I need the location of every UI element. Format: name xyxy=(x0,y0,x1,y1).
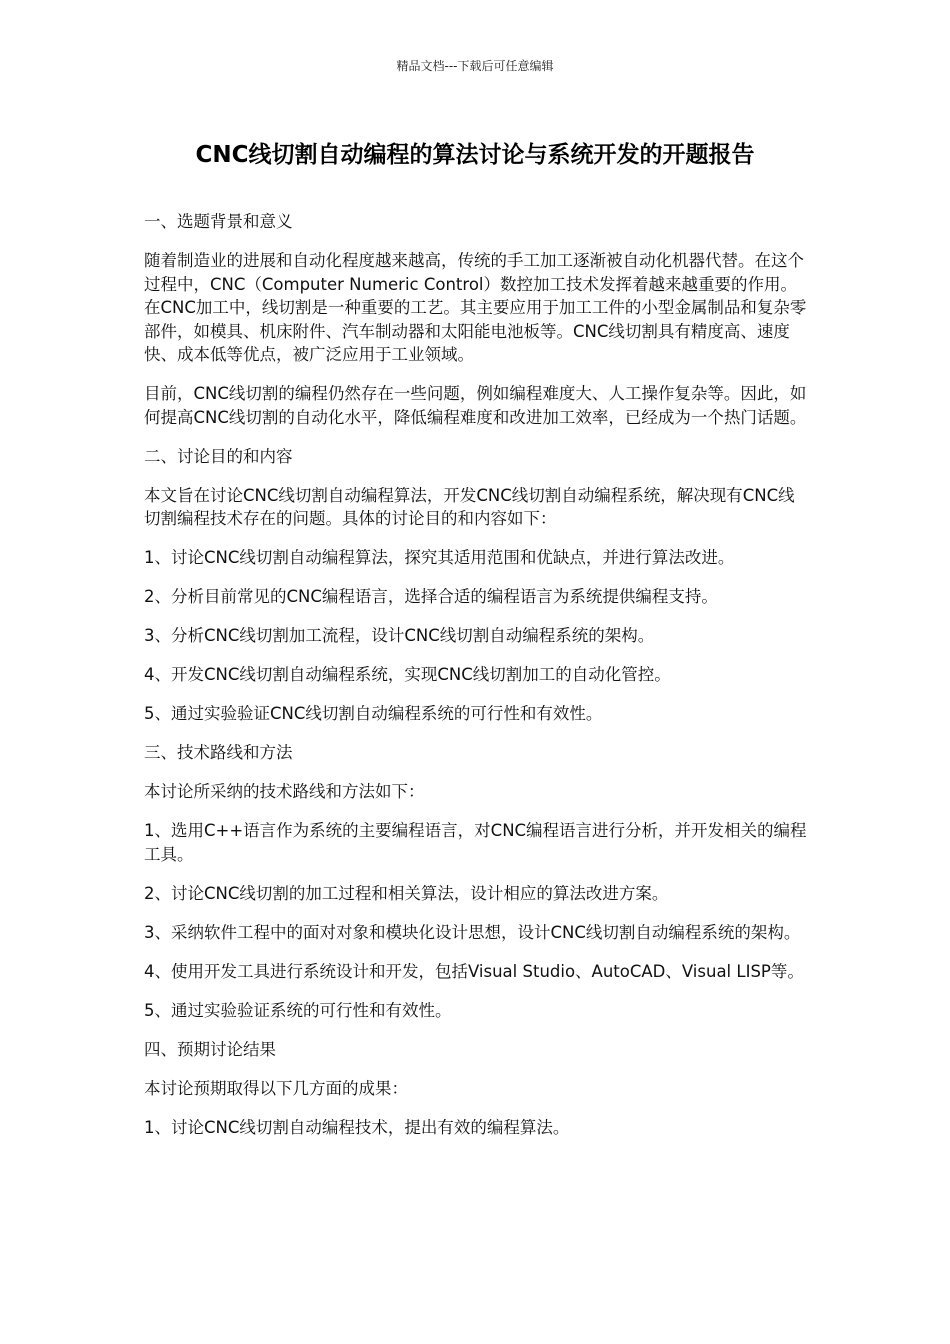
section-results xyxy=(144,1038,810,1140)
section-background xyxy=(144,210,810,429)
list-item: 5、通过实验验证系统的可行性和有效性。 xyxy=(144,1000,452,1020)
list-item: 3、采纳软件工程中的面对对象和模块化设计思想，设计CNC线切割自动编程系统的架构。 xyxy=(144,922,801,942)
section-heading: 三、技术路线和方法 xyxy=(144,743,293,762)
section-heading: 四、预期讨论结果 xyxy=(144,1039,276,1059)
paragraph: 本讨论所采纳的技术路线和方法如下： xyxy=(144,782,425,801)
paragraph: 目前，CNC线切割的编程仍然存在一些问题，例如编程难度大、人工操作复杂等。因此，如何提高CNC线切割的自动化水平，降低编程难度和改进加工效率，已经成为一个热门话题。 xyxy=(144,384,807,427)
section-methods xyxy=(144,741,810,1022)
list-item: 1、讨论CNC线切割自动编程技术，提出有效的编程算法。 xyxy=(144,1117,570,1137)
page-header: 精品文档---下载后可任意编辑 xyxy=(396,59,554,73)
document-body xyxy=(144,210,810,1155)
section-heading: 一、选题背景和意义 xyxy=(144,212,293,231)
list-item: 2、分析目前常见的CNC编程语言，选择合适的编程语言为系统提供编程支持。 xyxy=(144,587,718,606)
paragraph: 随着制造业的进展和自动化程度越来越高，传统的手工加工逐渐被自动化机器代替。在这个过程中，CNC（Computer Numeric Control）数控加工技术发挥着越来越重要的作用。在CNC加工中，线切割是一种重要的工艺。其主要应用于加工工件的小型金属制品和复杂零部件，如模具、机床附件、汽车制动器和太阳能电池板等。CNC线切割具有精度高、速度快、成本低等优点，被广泛应用于工业领域。 xyxy=(144,251,807,364)
list-item: 1、选用C++语言作为系统的主要编程语言，对CNC编程语言进行分析，并开发相关的编程工具。 xyxy=(144,821,807,864)
list-item: 2、讨论CNC线切割的加工过程和相关算法，设计相应的算法改进方案。 xyxy=(144,883,669,903)
list-item: 5、通过实验验证CNC线切割自动编程系统的可行性和有效性。 xyxy=(144,704,603,723)
list-item: 4、使用开发工具进行系统设计和开发，包括Visual Studio、AutoCAD、Visual LISP等。 xyxy=(144,961,804,981)
list-item: 3、分析CNC线切割加工流程，设计CNC线切割自动编程系统的架构。 xyxy=(144,626,655,645)
section-heading: 二、讨论目的和内容 xyxy=(144,446,293,466)
list-item: 4、开发CNC线切割自动编程系统，实现CNC线切割加工的自动化管控。 xyxy=(144,665,671,684)
section-goals xyxy=(144,445,810,726)
paragraph: 本文旨在讨论CNC线切割自动编程算法，开发CNC线切割自动编程系统，解决现有CNC线切割编程技术存在的问题。具体的讨论目的和内容如下： xyxy=(144,485,795,528)
list-item: 1、讨论CNC线切割自动编程算法，探究其适用范围和优缺点，并进行算法改进。 xyxy=(144,548,735,567)
document-title: CNC线切割自动编程的算法讨论与系统开发的开题报告 xyxy=(195,142,755,168)
paragraph: 本讨论预期取得以下几方面的成果： xyxy=(144,1078,408,1098)
